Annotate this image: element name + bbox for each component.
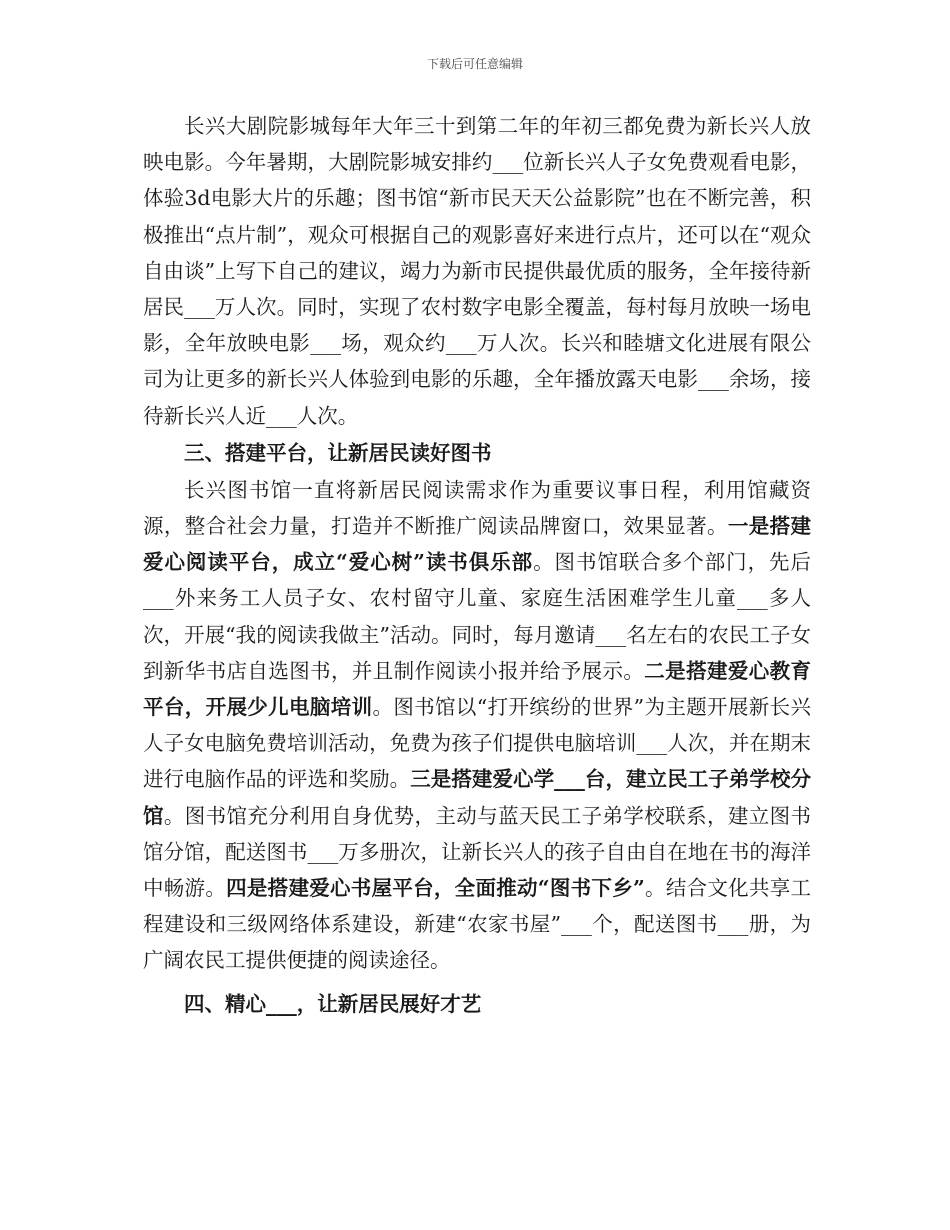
bold-run-education-platform: 二是搭建爱心教育平台，开展少儿电脑培训 — [143, 658, 812, 720]
text-run: 。图书馆以“打开缤纷的世界”为主题开展新长兴人子女电脑免费培训活动，免费为孩子们提供电脑培训___人次，并在期末进行电脑作品的评选和奖励。 — [143, 695, 811, 792]
section-heading-3: 三、搭建平台，让新居民读好图书 — [184, 440, 492, 465]
page-header: 下载后可任意编辑 — [426, 57, 523, 71]
bold-run-reading-platform: 一是搭建爱心阅读平台，成立“爱心树”读书俱乐部 — [143, 514, 812, 575]
document-body — [143, 108, 811, 1023]
paragraph-cinema: 长兴大剧院影城每年大年三十到第二年的年初三都免费为新长兴人放映电影。今年暑期，大剧院影城安排约___位新长兴人子女免费观看电影，体验3d电影大片的乐趣；图书馆“新市民天天公益影院”也在不断完善，积极推出“点片制”，观众可根据自己的观影喜好来进行点片，还可以在“观众自由谈”上写下自己的建议，竭力为新市民提供最优质的服务，全年接待新居民___万人次。同时，实现了农村数字电影全覆盖，每村每月放映一场电影，全年放映电影___场，观众约___万人次。长兴和睦塘文化进展有限公司为让更多的新长兴人体验到电影的乐趣，全年播放露天电影___余场，接待新长兴人近___人次。 — [143, 114, 811, 428]
text-run: 。结合文化共享工程建设和三级网络体系建设，新建“农家书屋”___个，配送图书___册，为广阔农民工提供便捷的阅读途径。 — [143, 876, 812, 973]
text-run: 。图书馆联合多个部门，先后___外来务工人员子女、农村留守儿童、家庭生活困难学生儿童___多人次，开展“我的阅读我做主”活动。同时，每月邀请___名左右的农民工子女到新华书店自选图书，并且制作阅读小报并给予展示。 — [143, 550, 811, 683]
text-run: 长兴图书馆一直将新居民阅读需求作为重要议事日程，利用馆藏资源，整合社会力量，打造并不断推广阅读品牌窗口，效果显著。 — [143, 477, 811, 539]
paragraph-library — [143, 472, 811, 979]
text-run: 。图书馆充分利用自身优势，主动与蓝天民工子弟学校联系，建立图书馆分馆，配送图书___万多册次，让新长兴人的孩子自由自在地在书的海洋中畅游。 — [143, 803, 812, 901]
bold-run-school-branch: 三是搭建爱心学___台，建立民工子弟学校分馆 — [143, 767, 811, 828]
section-heading-4: 四、精心___，让新居民展好才艺 — [184, 991, 482, 1016]
bold-run-book-house: 四是搭建爱心书屋平台，全面推动“图书下乡” — [226, 876, 645, 901]
